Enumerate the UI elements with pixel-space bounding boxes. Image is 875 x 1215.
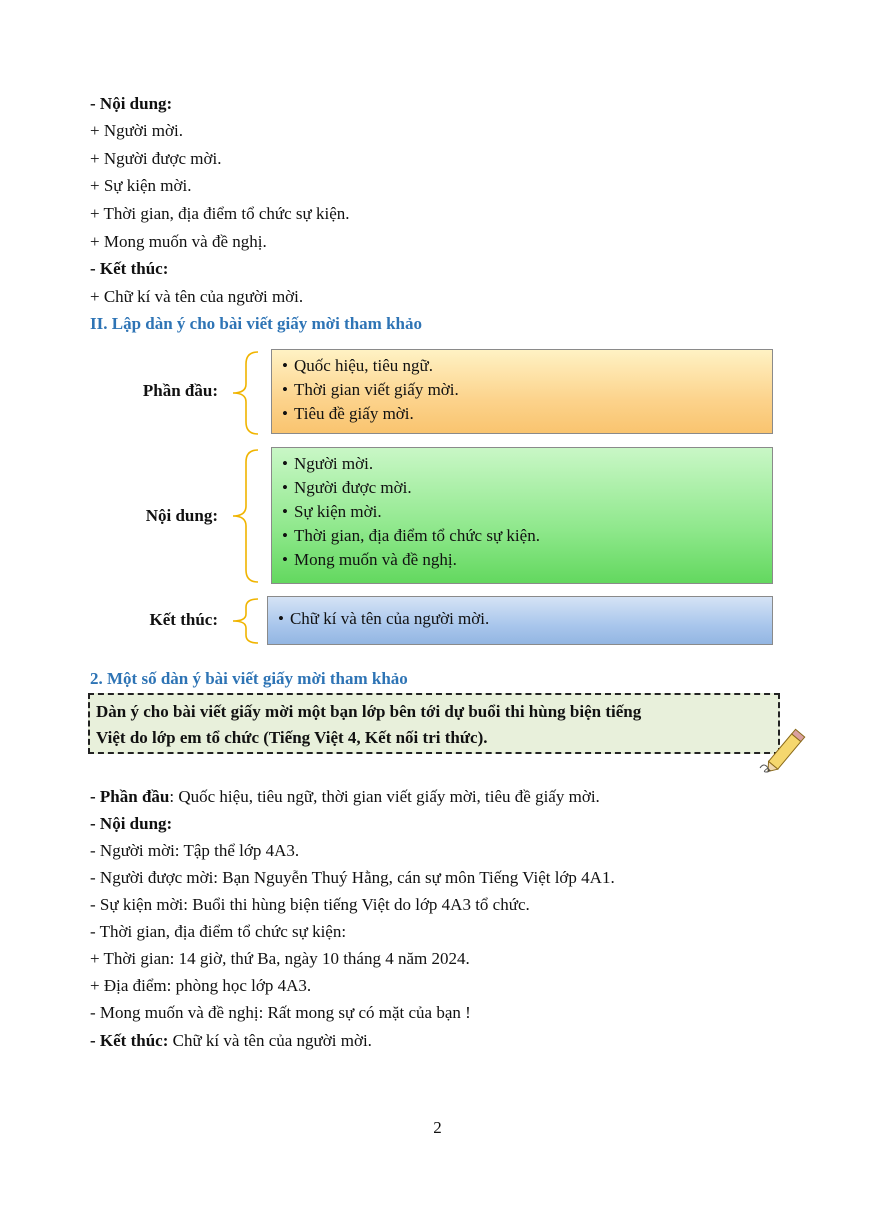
brace-icon	[228, 350, 264, 436]
list-item: • Mong muốn và đề nghị.	[282, 548, 764, 572]
diagram-label-noi-dung: Nội dung:	[145, 506, 218, 525]
list-item: - Người được mời: Bạn Nguyễn Thuý Hằng, cán sự môn Tiếng Việt lớp 4A1.	[90, 868, 615, 887]
list-item: - Mong muốn và đề nghị: Rất mong sự có mặt của bạn !	[90, 1003, 471, 1022]
box-phan-dau	[271, 349, 773, 434]
list-item: + Thời gian: 14 giờ, thứ Ba, ngày 10 tháng 4 năm 2024.	[90, 949, 470, 968]
section-heading-outline: II. Lập dàn ý cho bài viết giấy mời tham khảo	[90, 314, 422, 333]
list-item: • Người được mời.	[282, 476, 764, 500]
list-item: - Sự kiện mời: Buổi thi hùng biện tiếng Việt do lớp 4A3 tổ chức.	[90, 895, 530, 914]
list-item: - Thời gian, địa điểm tổ chức sự kiện:	[90, 922, 347, 941]
outline-phan-dau-text: : Quốc hiệu, tiêu ngữ, thời gian viết giấy mời, tiêu đề giấy mời.	[169, 787, 600, 806]
box-ket-thuc	[267, 596, 773, 645]
outline-ket-thuc-label: - Kết thúc:	[90, 1031, 169, 1050]
list-item: + Mong muốn và đề nghị.	[90, 232, 267, 251]
outline-ket-thuc-text: Chữ kí và tên của người mời.	[168, 1031, 372, 1050]
list-item: + Địa điểm: phòng học lớp 4A3.	[90, 976, 312, 995]
noi-dung-label: - Nội dung:	[90, 94, 173, 113]
list-item: • Thời gian, địa điểm tổ chức sự kiện.	[282, 524, 764, 548]
list-item: + Sự kiện mời.	[90, 176, 192, 195]
list-item: • Người mời.	[282, 452, 764, 476]
outline-ket-thuc	[90, 1030, 372, 1052]
list-item: • Tiêu đề giấy mời.	[282, 402, 764, 426]
callout-line: Việt do lớp em tổ chức (Tiếng Việt 4, Kết nối tri thức).	[96, 728, 488, 747]
outline-noi-dung-label: - Nội dung:	[90, 814, 173, 833]
diagram-label-ket-thuc: Kết thúc:	[149, 610, 218, 629]
diagram-label-phan-dau: Phần đầu:	[142, 381, 218, 400]
list-item: + Thời gian, địa điểm tổ chức sự kiện.	[90, 204, 350, 223]
brace-icon	[228, 597, 264, 645]
ket-thuc-label: - Kết thúc:	[90, 259, 169, 278]
brace-icon	[228, 448, 264, 584]
list-item: • Chữ kí và tên của người mời.	[278, 607, 764, 631]
page-number: 2	[433, 1118, 442, 1137]
list-item: + Người mời.	[90, 121, 183, 140]
list-item: • Quốc hiệu, tiêu ngữ.	[282, 354, 764, 378]
section-heading-samples: 2. Một số dàn ý bài viết giấy mời tham khảo	[90, 669, 408, 688]
outline-phan-dau	[90, 786, 600, 808]
list-item: + Chữ kí và tên của người mời.	[90, 287, 304, 306]
outline-phan-dau-label: - Phần đầu	[90, 787, 170, 806]
callout-line: Dàn ý cho bài viết giấy mời một bạn lớp bên tới dự buổi thi hùng biện tiếng	[96, 702, 642, 721]
pencil-icon	[756, 722, 816, 778]
callout-box	[88, 693, 780, 754]
box-noi-dung	[271, 447, 773, 584]
list-item: - Người mời: Tập thể lớp 4A3.	[90, 841, 300, 860]
list-item: • Thời gian viết giấy mời.	[282, 378, 764, 402]
list-item: • Sự kiện mời.	[282, 500, 764, 524]
list-item: + Người được mời.	[90, 149, 222, 168]
